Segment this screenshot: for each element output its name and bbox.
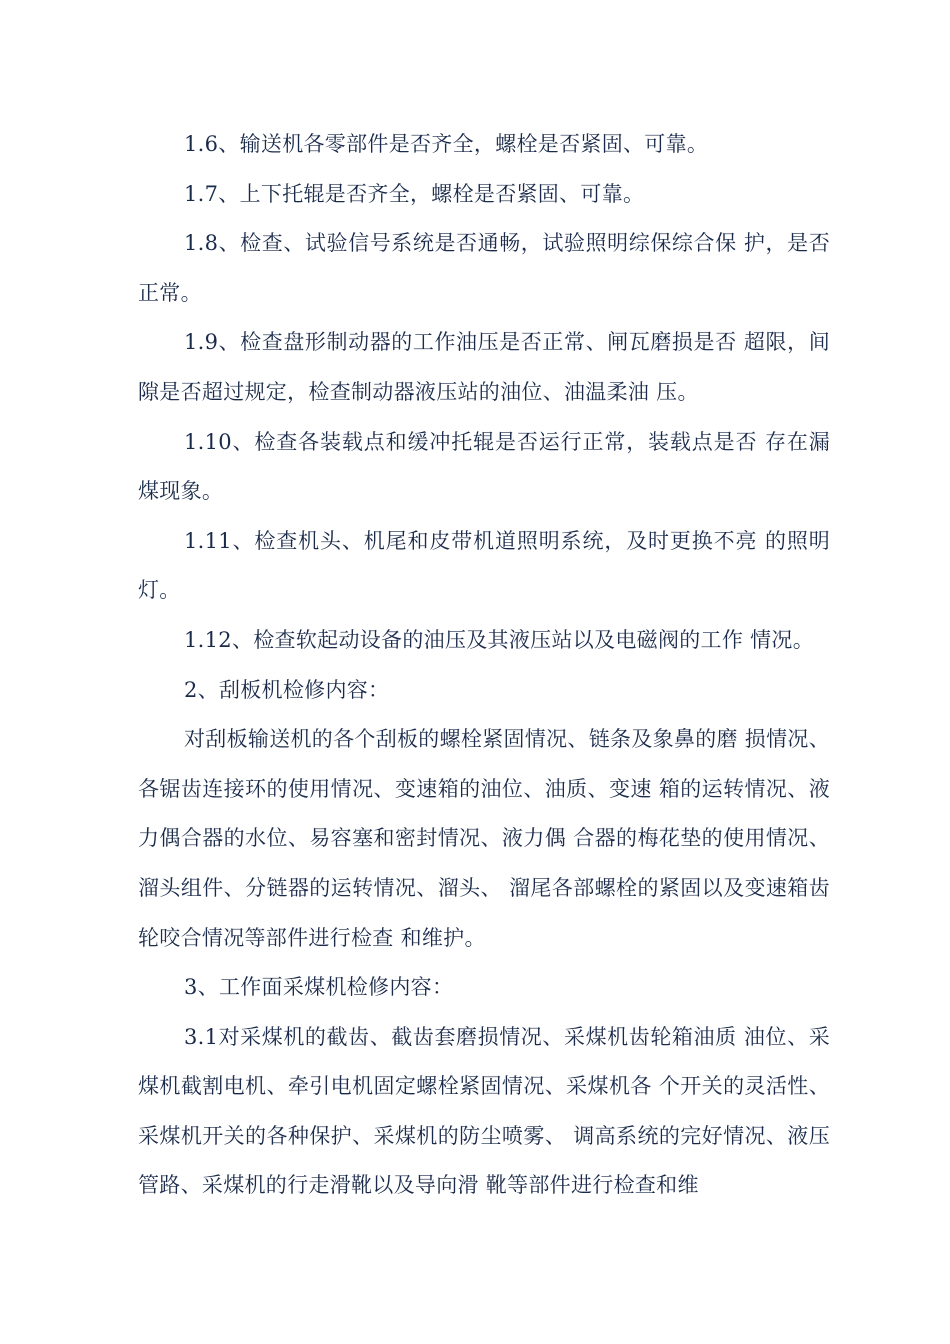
document-body (138, 120, 830, 1211)
section-heading-2: 2、刮板机检修内容： (184, 677, 390, 702)
paragraph-1-11: 1.11、检查机头、机尾和皮带机道照明系统，及时更换不亮 的照明灯。 (138, 528, 830, 603)
paragraph-1-9: 1.9、检查盘形制动器的工作油压是否正常、闸瓦磨损是否 超限，间隙是否超过规定，检查制动器液压站的油位、油温柔油 压。 (138, 330, 830, 404)
paragraph-1-10: 1.10、检查各装载点和缓冲托辊是否运行正常，装载点是否 存在漏煤现象。 (138, 429, 830, 504)
section-heading-3: 3、工作面采煤机检修内容： (184, 975, 454, 1000)
paragraph-1-6: 1.6、输送机各零部件是否齐全，螺栓是否紧固、可靠。 (184, 132, 709, 156)
paragraph-1-8: 1.8、检查、试验信号系统是否通畅，试验照明综保综合保 护，是否正常。 (138, 231, 830, 305)
paragraph-1-12: 1.12、检查软起动设备的油压及其液压站以及电磁阀的工作 情况。 (184, 627, 815, 652)
paragraph-scraper-maintenance: 对刮板输送机的各个刮板的螺栓紧固情况、链条及象鼻的磨 损情况、各锯齿连接环的使用情况、变速箱的油位、油质、变速 箱的运转情况、液力偶合器的水位、易容塞和密封情况、液力偶 合器的梅花垫的使用情况、溜头组件、分链器的运转情况、溜头、 溜尾各部螺栓的紧固以及变速箱齿轮咬合情况等部件进行检查 和维护。 (138, 727, 830, 950)
paragraph-1-7: 1.7、上下托辊是否齐全，螺栓是否紧固、可靠。 (184, 181, 645, 206)
paragraph-3-1: 3.1对采煤机的截齿、截齿套磨损情况、采煤机齿轮箱油质 油位、采煤机截割电机、牵引电机固定螺栓紧固情况、采煤机各 个开关的灵活性、采煤机开关的各种保护、采煤机的防尘喷雾、 调高系统的完好情况、液压管路、采煤机的行走滑靴以及导向滑 靴等部件进行检查和维 (138, 1024, 830, 1198)
